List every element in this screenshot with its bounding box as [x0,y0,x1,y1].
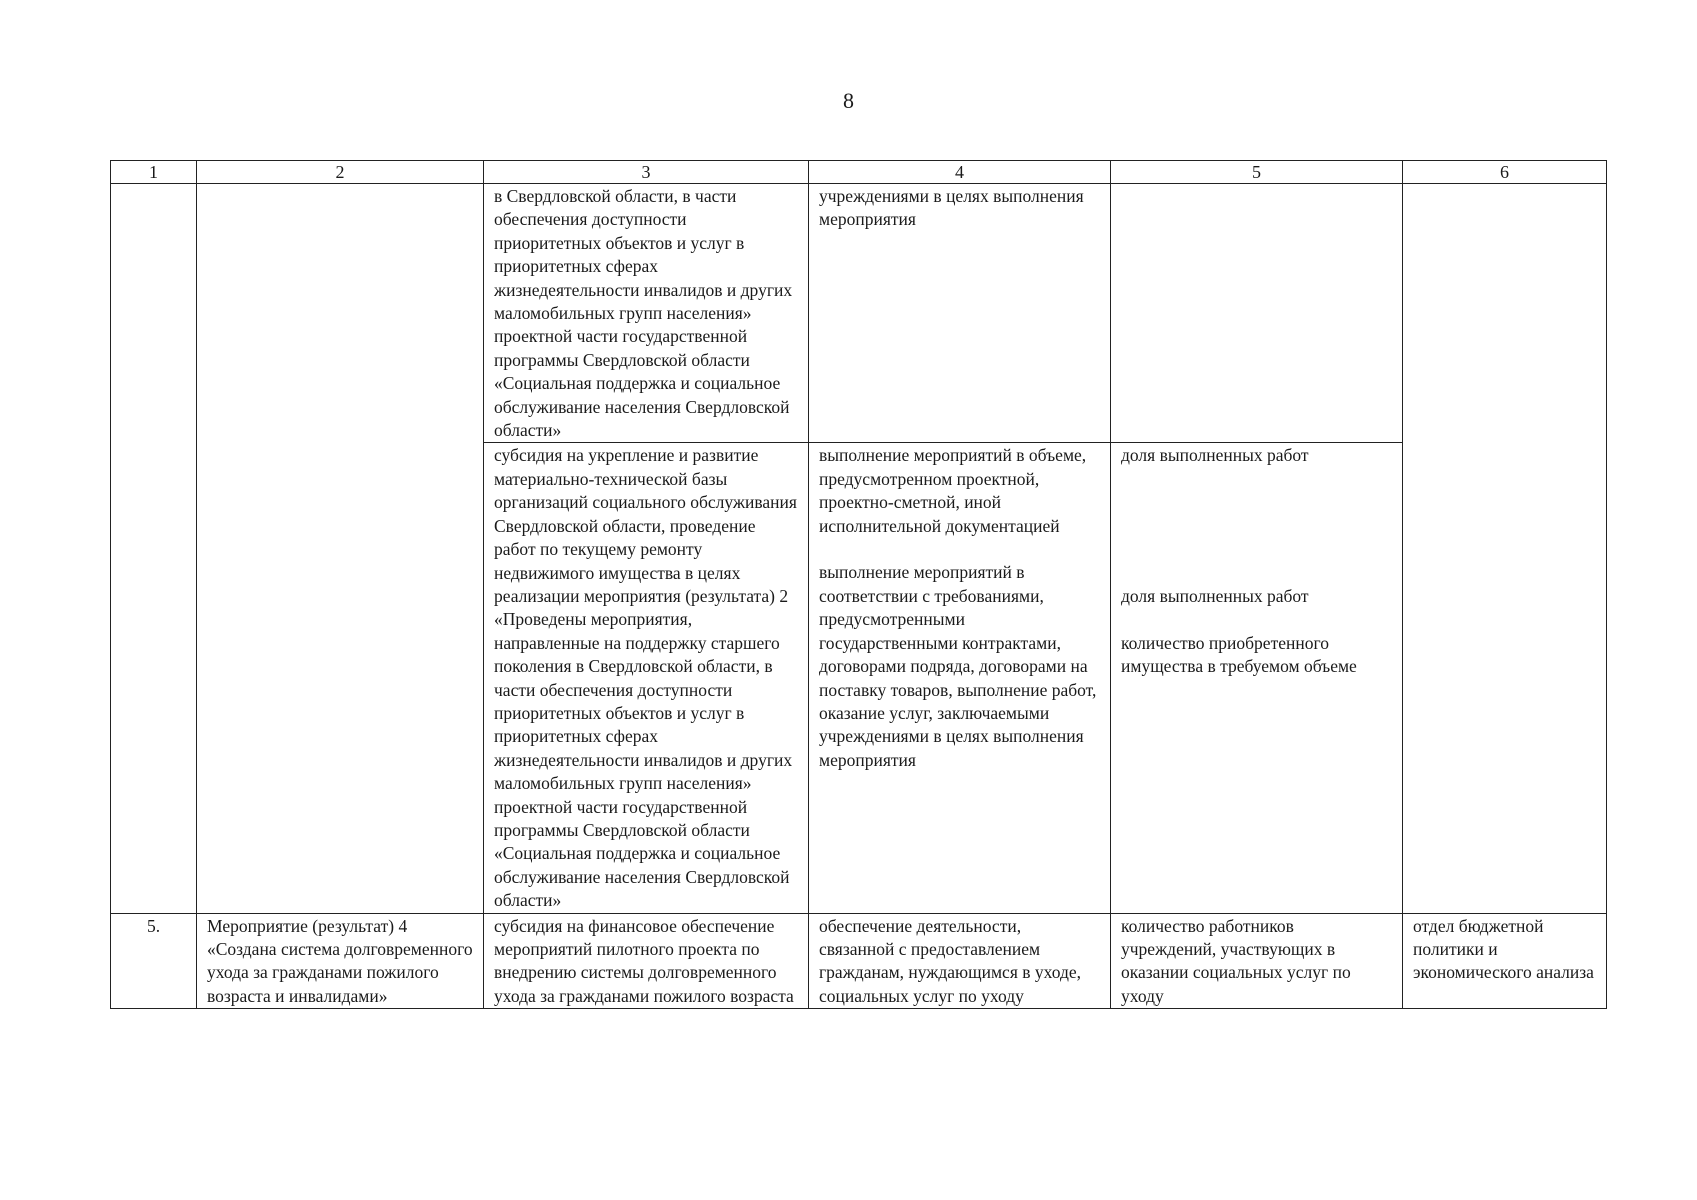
header-col-3: 3 [484,161,809,184]
result-text-a: выполнение мероприятий в объеме, предусмотренном проектной, проектно-сметной, иной исполнительной документацией [819,445,1087,536]
continued-cell-4: учреждениями в целях выполнения мероприятия [809,184,1111,443]
continued-cell-6 [1403,184,1607,914]
page-number: 8 [843,88,854,113]
continued-cell-2 [197,184,484,914]
header-col-2: 2 [197,161,484,184]
indicator-text-a: доля выполненных работ [1121,445,1309,466]
subsidy-results [809,443,1111,913]
indicator-text-c: количество приобретенного имущества в требуемом объеме [1121,632,1357,677]
row5-indicator: количество работников учреждений, участвующих в оказании социальных услуг по уходу [1111,913,1403,1009]
result-gap [819,538,1100,561]
measures-table [110,160,1607,1009]
indicator-text-b: доля выполненных работ [1121,585,1309,606]
indicator-gap-4 [1121,538,1392,561]
subsidy-description: субсидия на укрепление и развитие материально-технической базы организаций социального обслуживания Свердловской области, проведение работ по текущему ремонту недвижимого имущества в целях реализации мероприятия (результата) 2 «Проведены мероприятия, направленные на поддержку старшего поколения в Свердловской области, в части обеспечения доступности приоритетных объектов и услуг в приоритетных сферах жизнедеятельности инвалидов и других маломобильных групп населения» проектной части государственной программы Свердловской области «Социальная поддержка и социальное обслуживание населения Свердловской области» [484,443,809,913]
row5-subsidy: субсидия на финансовое обеспечение мероприятий пилотного проекта по внедрению системы долговременного ухода за гражданами пожилого возраста [484,913,809,1009]
indicator-gap-2 [1121,491,1392,514]
indicator-gap-3 [1121,515,1392,538]
header-col-6: 6 [1403,161,1607,184]
table-row-5 [111,913,1607,1009]
continued-cell-5 [1111,184,1403,443]
header-col-5: 5 [1111,161,1403,184]
row5-result: обеспечение деятельности, связанной с предоставлением гражданам, нуждающимся в уходе, социальных услуг по уходу [809,913,1111,1009]
continued-cell-3: в Свердловской области, в части обеспечения доступности приоритетных объектов и услуг в приоритетных сферах жизнедеятельности инвалидов и других маломобильных групп населения» проектной части государственной программы Свердловской области «Социальная поддержка и социальное обслуживание населения Свердловской области» [484,184,809,443]
continued-cell-1 [111,184,197,914]
subsidy-indicators [1111,443,1403,913]
indicator-gap-5 [1121,561,1392,584]
header-row [111,161,1607,184]
continued-row [111,184,1607,443]
indicator-gap-6 [1121,608,1392,631]
header-col-4: 4 [809,161,1111,184]
row5-measure: Мероприятие (результат) 4 «Создана система долговременного ухода за гражданами пожилого возраста и инвалидами» [197,913,484,1009]
row5-number: 5. [111,913,197,1009]
header-col-1: 1 [111,161,197,184]
indicator-gap-1 [1121,468,1392,491]
result-text-b: выполнение мероприятий в соответствии с требованиями, предусмотренными государственными контрактами, договорами подряда, договорами на поставку товаров, выполнение работ, оказание услуг, заключаемыми учреждениями в целях выполнения мероприятия [819,562,1097,770]
row5-department: отдел бюджетной политики и экономического анализа [1403,913,1607,1009]
